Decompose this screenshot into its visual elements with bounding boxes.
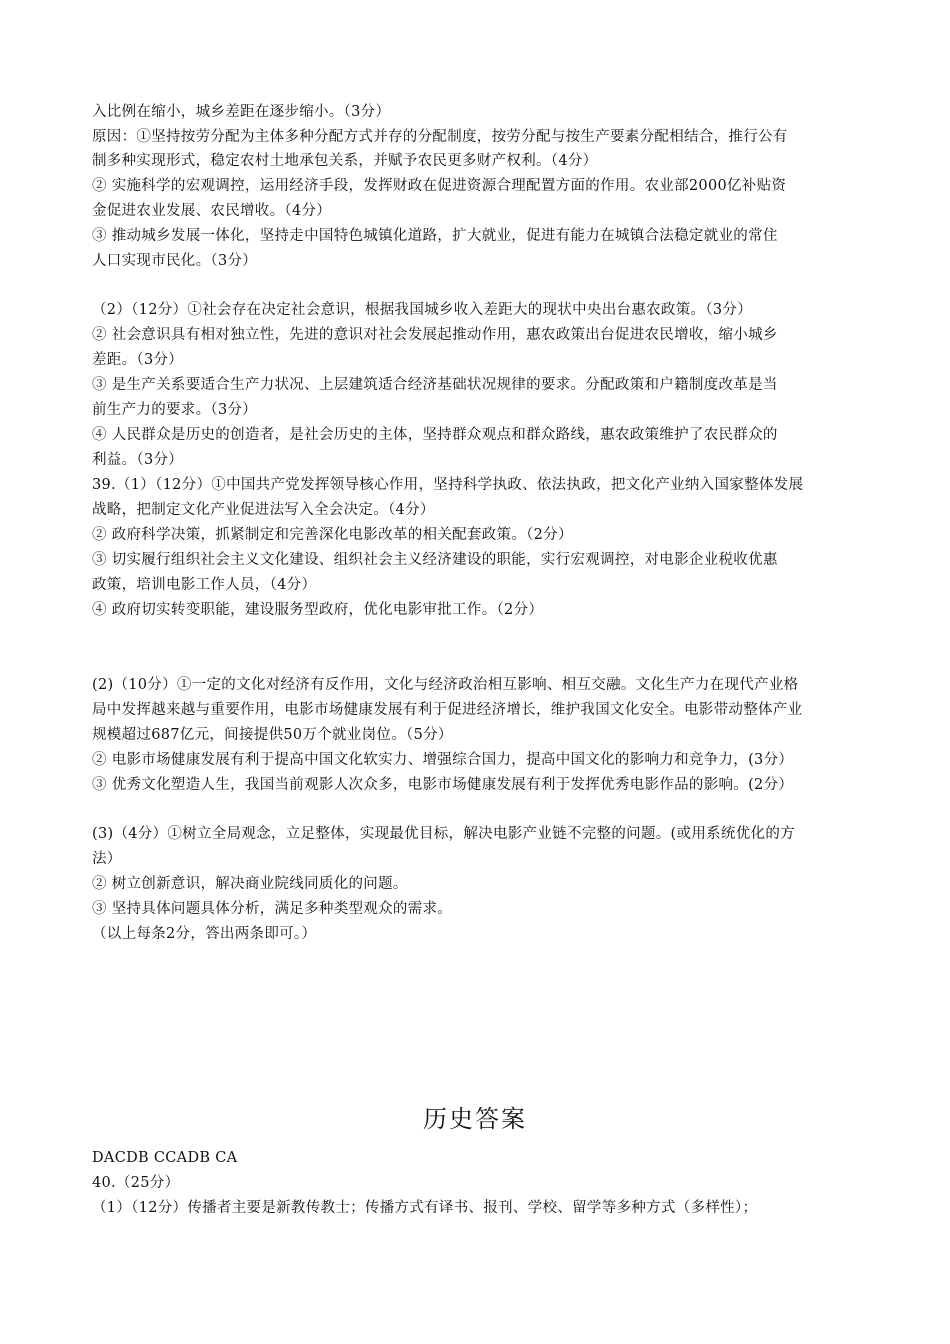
text-line: (2)（10分）①一定的文化对经济有反作用，文化与经济政治相互影响、相互交融。文化生产力在现代产业格 [92,677,799,693]
text-line: ③ 切实履行组织社会主义文化建设、组织社会主义经济建设的职能，实行宏观调控，对电影企业税收优惠 [92,552,778,568]
text-line: 39.（1）（12分）①中国共产党发挥领导核心作用，坚持科学执政、依法执政，把文化产业纳入国家整体发展 [92,477,804,493]
text-line: ② 树立创新意识，解决商业院线同质化的问题。 [92,876,408,892]
text-line: 局中发挥越来越与重要作用，电影市场健康发展有利于促进经济增长，维护我国文化安全。电影带动整体产业 [92,702,803,718]
text-line: ② 电影市场健康发展有利于提高中国文化软实力、增强综合国力，提高中国文化的影响力和竞争力，(3分） [92,752,794,768]
text-line: 利益。（3分） [92,452,184,468]
text-line: ④ 人民群众是历史的创造者，是社会历史的主体，坚持群众观点和群众路线，惠农政策维护了农民群众的 [92,427,778,443]
text-line: 法） [92,851,122,867]
text-line: （以上每条2分，答出两条即可。） [92,926,317,942]
text-line: 金促进农业发展、农民增收。（4分） [92,203,332,219]
text-line: 政策，培训电影工作人员，（4分） [92,577,317,593]
text-line: 差距。（3分） [92,352,184,368]
question-header: 40.（25分） [92,1175,180,1191]
text-line: ② 政府科学决策，抓紧制定和完善深化电影改革的相关配套政策。（2分） [92,527,573,543]
text-line: ② 社会意识具有相对独立性，先进的意识对社会发展起推动作用，惠农政策出台促进农民增收，缩小城乡 [92,327,778,343]
choice-answers: DACDB CCADB CA [92,1150,238,1166]
text-line: （1）（12分）传播者主要是新教传教士；传播方式有译书、报刊、学校、留学等多种方式（多样性）； [92,1200,758,1216]
text-line: ② 实施科学的宏观调控，运用经济手段，发挥财政在促进资源合理配置方面的作用。农业部2000亿补贴资 [92,178,787,194]
text-line: 制多种实现形式，稳定农村土地承包关系，并赋予农民更多财产权利。（4分） [92,153,598,169]
text-line: 原因：①坚持按劳分配为主体多种分配方式并存的分配制度，按劳分配与按生产要素分配相结合，推行公有 [92,129,788,145]
text-line: ③ 优秀文化塑造人生，我国当前观影人次众多，电影市场健康发展有利于发挥优秀电影作品的影响。(2分） [92,777,794,793]
text-line: 规模超过687亿元，间接提供50万个就业岗位。（5分） [92,727,453,743]
text-line: ④ 政府切实转变职能，建设服务型政府，优化电影审批工作。（2分） [92,602,544,618]
section-title: 历史答案 [423,1105,527,1133]
text-line: ③ 推动城乡发展一体化，坚持走中国特色城镇化道路，扩大就业，促进有能力在城镇合法稳定就业的常住 [92,228,778,244]
text-line: 人口实现市民化。（3分） [92,253,258,269]
text-line: (3)（4分）①树立全局观念，立足整体，实现最优目标，解决电影产业链不完整的问题。(或用系统优化的方 [92,826,795,842]
text-line: 入比例在缩小，城乡差距在逐步缩小。（3分） [92,104,391,120]
text-line: 前生产力的要求。（3分） [92,402,258,418]
text-line: ③ 是生产关系要适合生产力状况、上层建筑适合经济基础状况规律的要求。分配政策和户籍制度改革是当 [92,377,778,393]
text-line: 战略，把制定文化产业促进法写入全会决定。（4分） [92,502,435,518]
text-line: （2）（12分）①社会存在决定社会意识，根据我国城乡收入差距大的现状中央出台惠农政策。（3分） [92,302,752,318]
text-line: ③ 坚持具体问题具体分析，满足多种类型观众的需求。 [92,901,453,917]
